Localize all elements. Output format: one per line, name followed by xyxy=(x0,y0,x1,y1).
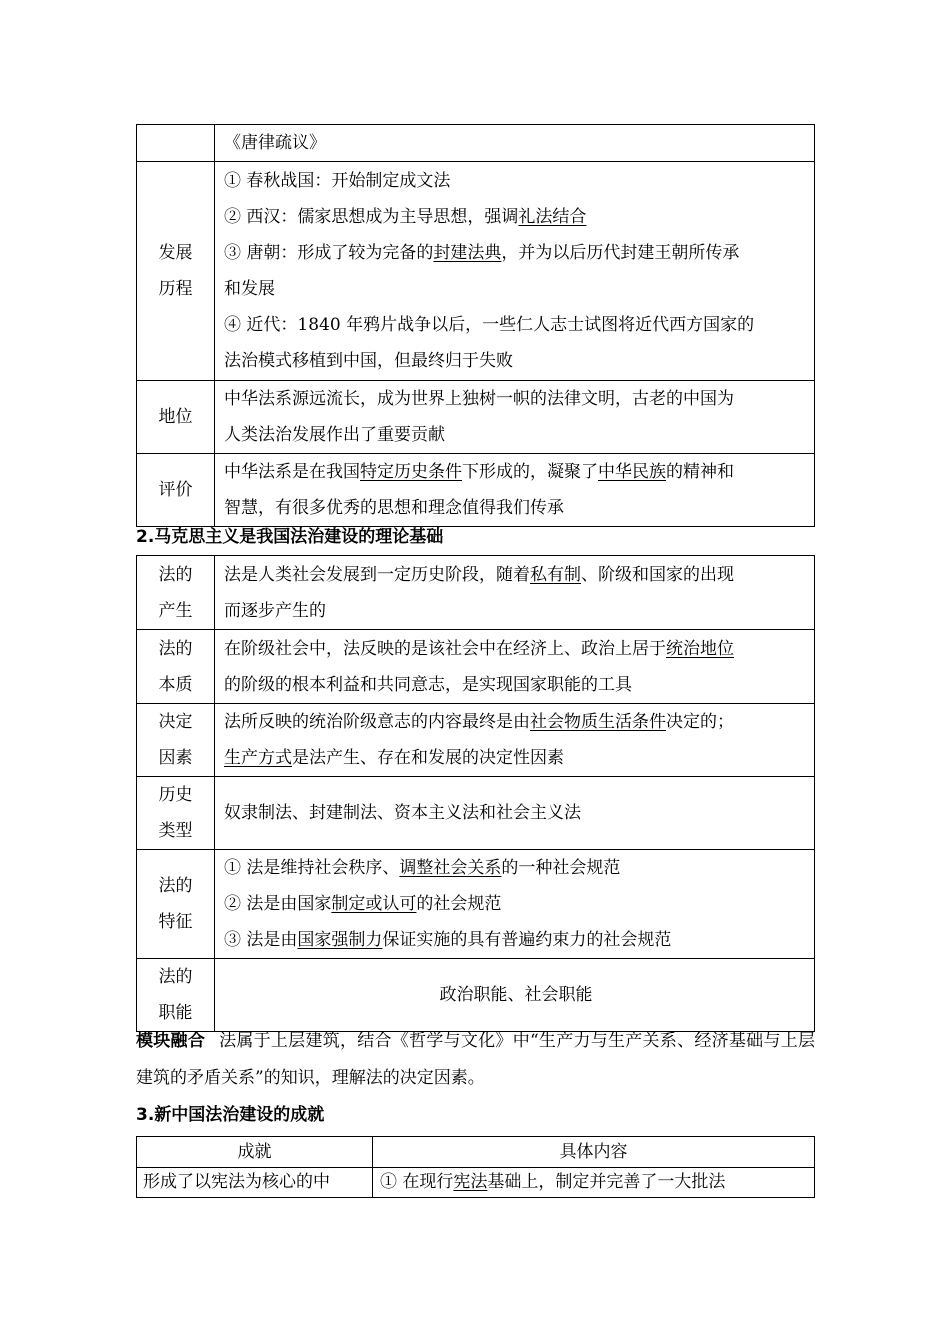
underlined-keyword: 特定历史条件 xyxy=(360,462,462,482)
underlined-keyword: 社会物质生活条件 xyxy=(530,712,666,732)
text-run: 的精神和 xyxy=(666,462,734,482)
text-run: 决定的； xyxy=(666,712,734,732)
label-line: 法的 xyxy=(158,564,193,585)
table-row xyxy=(137,850,815,959)
text-run: 保证实施的具有普遍约束力的社会规范 xyxy=(382,930,672,950)
text-run: ，并为以后历代封建王朝所传承 xyxy=(501,243,740,263)
label-line: 法的 xyxy=(158,967,193,987)
label-line: 本质 xyxy=(158,674,193,695)
row-content xyxy=(215,630,815,704)
label-line: 评价 xyxy=(158,480,193,500)
row-content xyxy=(215,125,815,162)
text-line xyxy=(224,593,808,629)
row-content xyxy=(215,959,815,1032)
label-line: 历程 xyxy=(158,279,193,299)
row-label xyxy=(137,162,215,381)
text-line xyxy=(224,850,808,886)
row-label xyxy=(137,381,215,454)
row-label xyxy=(137,959,215,1032)
table-row xyxy=(137,1168,815,1198)
text-run: ① 在现行 xyxy=(380,1172,454,1192)
text-run: ② 西汉：儒家思想成为主导思想，强调 xyxy=(224,207,519,227)
label-line: 历史 xyxy=(158,785,193,805)
text-line xyxy=(224,490,808,526)
text-line xyxy=(224,631,808,667)
row-content xyxy=(215,381,815,454)
row-label xyxy=(137,630,215,704)
underlined-keyword: 生产方式 xyxy=(224,748,292,768)
row-content xyxy=(215,777,815,850)
table-row xyxy=(137,556,815,630)
row-cell xyxy=(373,1168,815,1198)
text-run: 中华法系是在我国 xyxy=(224,462,360,482)
label-line: 因素 xyxy=(158,748,193,768)
row-label xyxy=(137,556,215,630)
label-line: 决定 xyxy=(158,712,193,732)
label-line: 地位 xyxy=(158,407,193,427)
text-line xyxy=(224,235,808,271)
text-run: ③ 法是由 xyxy=(224,930,298,950)
text-run: 《唐律疏议》 xyxy=(224,133,326,153)
text-run: 和发展 xyxy=(224,279,275,299)
table-row xyxy=(137,630,815,704)
text-run: ④ 近代：1840 年鸦片战争以后，一些仁人志士试图将近代西方国家的 xyxy=(224,315,755,335)
row-label xyxy=(137,777,215,850)
section-heading-2: 2.马克思主义是我国法治建设的理论基础 xyxy=(136,527,444,547)
text-line xyxy=(224,977,808,1013)
table-header-row xyxy=(137,1137,815,1168)
label-line: 职能 xyxy=(158,1003,193,1023)
note-text: 法属于上层建筑，结合《哲学与文化》中“生产力与生产关系、经济基础与上层建筑的矛盾关系”的知识，理解法的决定因素。 xyxy=(136,1031,815,1088)
underlined-keyword: 中华民族 xyxy=(598,462,666,482)
text-line xyxy=(224,307,808,343)
table-row xyxy=(137,125,815,162)
text-line xyxy=(224,163,808,199)
achievements-table xyxy=(136,1136,815,1198)
text-line xyxy=(224,740,808,776)
text-run: 的一种社会规范 xyxy=(501,858,621,878)
text-line xyxy=(224,795,808,831)
row-label xyxy=(137,125,215,162)
row-content xyxy=(215,556,815,630)
underlined-keyword: 宪法 xyxy=(453,1172,488,1192)
module-note xyxy=(136,1023,815,1097)
legal-history-table xyxy=(136,124,815,527)
table-row xyxy=(137,454,815,527)
underlined-keyword: 私有制 xyxy=(530,564,581,585)
table-row xyxy=(137,162,815,381)
text-run: ③ 唐朝：形成了较为完备的 xyxy=(224,243,434,263)
row-content xyxy=(215,454,815,527)
text-run: 在阶级社会中，法反映的是该社会中在经济上、政治上居于 xyxy=(224,638,666,659)
text-line xyxy=(224,343,808,379)
text-run: 而逐步产生的 xyxy=(224,600,326,621)
text-line xyxy=(224,417,808,453)
text-run: 奴隶制法、封建制法、资本主义法和社会主义法 xyxy=(224,803,581,823)
underlined-keyword: 统治地位 xyxy=(666,638,734,659)
text-line xyxy=(224,199,808,235)
text-run: 基础上，制定并完善了一大批法 xyxy=(487,1172,726,1192)
text-run: 是法产生、存在和发展的决定性因素 xyxy=(292,748,564,768)
text-run: 人类法治发展作出了重要贡献 xyxy=(224,425,445,445)
text-run: 下形成的，凝聚了 xyxy=(462,462,598,482)
text-run: 、阶级和国家的出现 xyxy=(581,564,734,585)
text-line xyxy=(224,381,808,417)
text-line xyxy=(224,125,808,161)
underlined-keyword: 封建法典 xyxy=(433,243,502,263)
column-header: 具体内容 xyxy=(373,1137,815,1168)
text-line xyxy=(224,667,808,703)
row-content xyxy=(215,850,815,959)
label-line: 法的 xyxy=(158,638,193,659)
text-run: ① 春秋战国：开始制定成文法 xyxy=(224,171,451,191)
table-row xyxy=(137,959,815,1032)
text-run: 智慧，有很多优秀的思想和理念值得我们传承 xyxy=(224,498,564,518)
note-title: 模块融合 xyxy=(136,1031,206,1051)
row-label xyxy=(137,454,215,527)
section-heading-3: 3.新中国法治建设的成就 xyxy=(136,1105,325,1125)
table-row xyxy=(137,777,815,850)
row-label xyxy=(137,850,215,959)
label-line: 发展 xyxy=(158,243,193,263)
text-line xyxy=(224,271,808,307)
text-run: 法治模式移植到中国，但最终归于失败 xyxy=(224,351,513,371)
marxism-law-table xyxy=(136,555,815,1032)
text-run: 中华法系源远流长，成为世界上独树一帜的法律文明，古老的中国为 xyxy=(224,389,734,409)
underlined-keyword: 制定或认可 xyxy=(331,894,417,914)
underlined-keyword: 国家强制力 xyxy=(297,930,383,950)
text-run: 政治职能、社会职能 xyxy=(439,985,593,1005)
text-run: 的社会规范 xyxy=(416,894,502,914)
table-row xyxy=(137,381,815,454)
text-run: 法所反映的统治阶级意志的内容最终是由 xyxy=(224,712,530,732)
row-content xyxy=(215,704,815,777)
text-line xyxy=(224,454,808,490)
label-line: 法的 xyxy=(158,876,193,896)
underlined-keyword: 调整社会关系 xyxy=(399,858,502,878)
row-cell: 形成了以宪法为核心的中 xyxy=(137,1168,373,1198)
text-run: 法是人类社会发展到一定历史阶段，随着 xyxy=(224,564,530,585)
text-run: ① 法是维持社会秩序、 xyxy=(224,858,400,878)
table-row xyxy=(137,704,815,777)
label-line: 产生 xyxy=(158,600,193,621)
row-label xyxy=(137,704,215,777)
underlined-keyword: 礼法结合 xyxy=(518,207,587,227)
row-content xyxy=(215,162,815,381)
text-line xyxy=(224,922,808,958)
text-run: 的阶级的根本利益和共同意志，是实现国家职能的工具 xyxy=(224,674,632,695)
text-line xyxy=(224,886,808,922)
label-line: 特征 xyxy=(158,912,193,932)
text-run: ② 法是由国家 xyxy=(224,894,332,914)
text-line xyxy=(224,557,808,593)
label-line: 类型 xyxy=(158,821,193,841)
column-header: 成就 xyxy=(137,1137,373,1168)
text-line xyxy=(224,704,808,740)
